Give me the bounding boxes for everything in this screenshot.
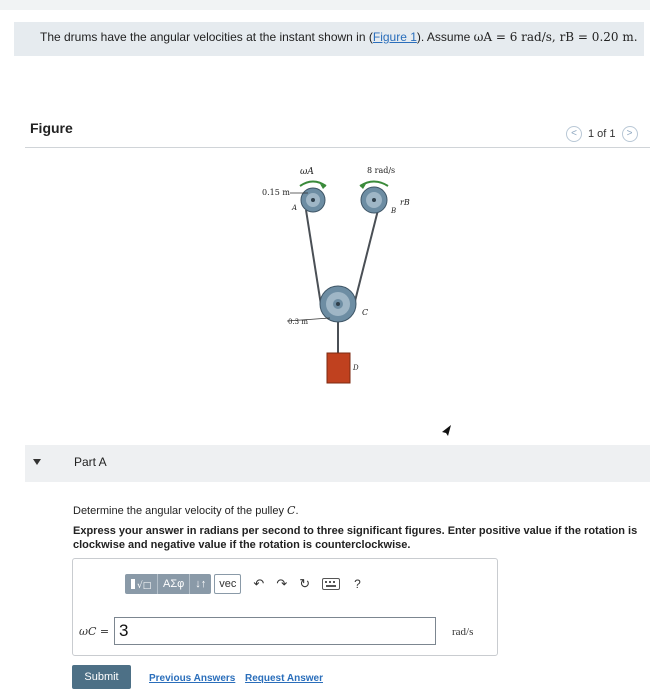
chevron-left-icon: < — [571, 128, 577, 139]
previous-answers-link[interactable]: Previous Answers — [149, 673, 236, 684]
top-strip — [0, 0, 650, 10]
problem-text-before: The drums have the angular velocities at the instant shown in ( — [40, 30, 373, 44]
redo-icon: ↷ — [276, 576, 288, 591]
svg-text:√□: √□ — [137, 581, 152, 591]
label-point-d: D — [353, 364, 359, 372]
label-point-b: B — [391, 207, 397, 215]
reset-icon: ↻ — [299, 576, 311, 591]
drum-a — [301, 188, 325, 212]
label-rate-b: 8 rad/s — [367, 166, 396, 175]
label-point-a: A — [292, 204, 298, 212]
figure-divider — [25, 147, 650, 148]
undo-icon: ↶ — [253, 576, 265, 591]
part-title: Part A — [74, 455, 107, 469]
question-var: C — [287, 504, 296, 517]
vector-button[interactable]: vec — [214, 574, 241, 594]
templates-icon — [130, 577, 152, 591]
math-toolbar — [125, 574, 361, 594]
label-radius-c: 0.3 m — [288, 318, 308, 326]
question-prefix: Determine the angular velocity of the pulley — [73, 505, 288, 517]
question-text — [73, 504, 299, 517]
problem-math: ωA = 6 rad/s, rB = 0.20 m. — [473, 30, 638, 44]
keyboard-button[interactable] — [322, 578, 340, 590]
rope-a-c — [306, 210, 321, 305]
unit-label: rad/s — [452, 626, 474, 638]
block-d — [327, 353, 350, 383]
toolbar-button-group — [125, 574, 211, 594]
templates-button[interactable] — [125, 574, 158, 594]
drum-b — [361, 187, 387, 213]
sort-button[interactable] — [190, 574, 211, 594]
answer-panel — [72, 558, 498, 656]
problem-statement — [14, 22, 644, 56]
next-figure-button[interactable] — [622, 126, 638, 142]
figure-link[interactable]: Figure 1 — [372, 30, 417, 44]
figure-pager — [566, 126, 638, 142]
pager-text: 1 of 1 — [588, 128, 616, 140]
label-point-c: C — [362, 308, 369, 317]
pulley-figure — [250, 155, 450, 395]
previous-figure-button[interactable] — [566, 126, 582, 142]
submit-button[interactable]: Submit — [72, 665, 131, 689]
chevron-right-icon: > — [626, 128, 633, 139]
pulley-c — [320, 286, 356, 322]
part-a-header[interactable] — [25, 445, 650, 482]
question-suffix: . — [295, 505, 299, 517]
answer-instructions: Express your answer in radians per second to three significant figures. Enter positive value if the rotation is clockwise and negative value if the rotation is counterclockwise. — [73, 525, 638, 551]
caret-down-icon[interactable] — [33, 459, 41, 465]
rope-b-c — [354, 210, 378, 305]
request-answer-link[interactable]: Request Answer — [245, 673, 323, 684]
reset-button[interactable] — [299, 576, 310, 592]
label-omega-a: ωA — [300, 167, 314, 177]
problem-text-after: ). Assume — [416, 30, 474, 44]
undo-button[interactable] — [253, 576, 264, 592]
figure-header: Figure — [30, 120, 73, 136]
sort-icon: ↓↑ — [195, 578, 207, 590]
answer-label: ωC = — [79, 625, 110, 638]
answer-input[interactable] — [114, 617, 436, 645]
label-radius-a: 0.15 m — [262, 188, 290, 197]
greek-symbols-button[interactable]: ΑΣφ — [158, 574, 190, 594]
label-r-b: rB — [400, 198, 410, 207]
redo-button[interactable] — [276, 576, 287, 592]
cursor-arrow-icon — [441, 424, 455, 438]
keyboard-icon — [322, 578, 340, 590]
help-button[interactable]: ? — [354, 577, 361, 591]
